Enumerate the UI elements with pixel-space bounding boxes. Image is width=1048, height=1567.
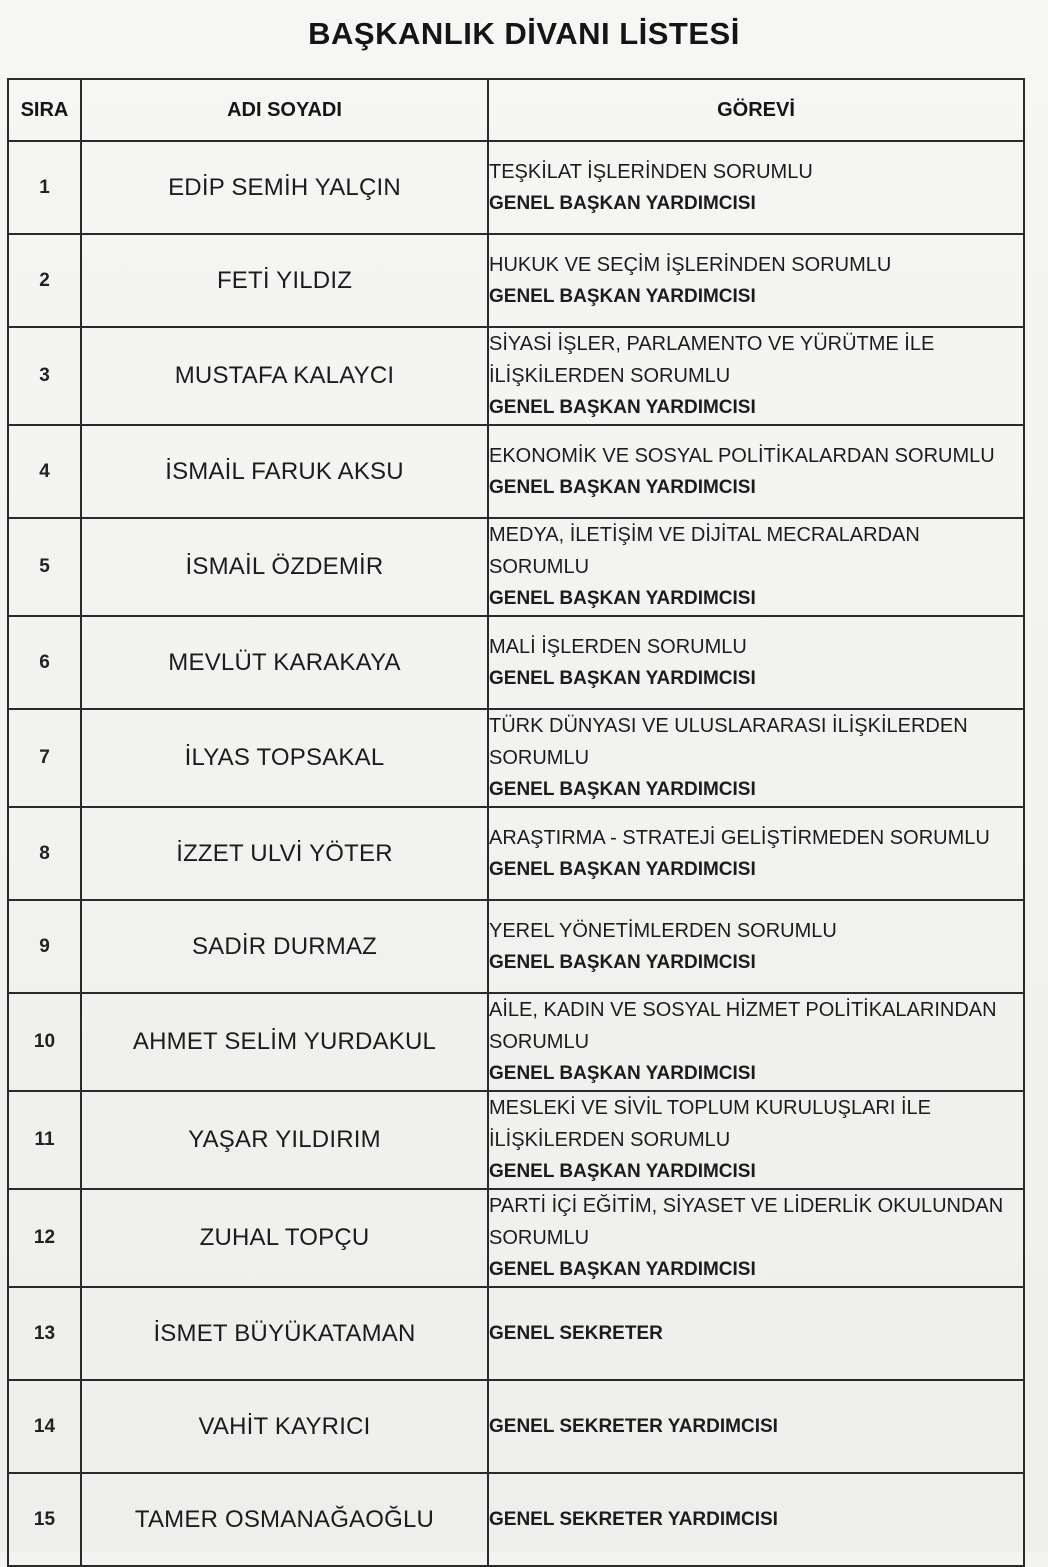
- member-role: [488, 900, 1024, 993]
- member-role: [488, 807, 1024, 900]
- role-title: GENEL BAŞKAN YARDIMCISI: [489, 951, 756, 973]
- row-number: 14: [8, 1380, 81, 1473]
- role-title: GENEL SEKRETER YARDIMCISI: [489, 1508, 778, 1530]
- role-responsibility: TEŞKİLAT İŞLERİNDEN SORUMLU: [489, 160, 813, 183]
- role-title: GENEL BAŞKAN YARDIMCISI: [489, 285, 756, 307]
- row-number: 12: [8, 1189, 81, 1287]
- role-title: GENEL BAŞKAN YARDIMCISI: [489, 588, 756, 609]
- table-header-row: [8, 79, 1024, 141]
- member-name: AHMET SELİM YURDAKUL: [81, 993, 488, 1091]
- row-number: 13: [8, 1287, 81, 1380]
- table-row: [8, 1380, 1024, 1473]
- role-responsibility: MEDYA, İLETİŞİM VE DİJİTAL MECRALARDAN SORUMLU: [489, 524, 920, 578]
- role-title: GENEL BAŞKAN YARDIMCISI: [489, 1259, 756, 1280]
- member-name: İSMET BÜYÜKATAMAN: [81, 1287, 488, 1380]
- role-responsibility: PARTİ İÇİ EĞİTİM, SİYASET VE LİDERLİK OKULUNDAN SORUMLU: [489, 1195, 1004, 1249]
- role-responsibility: HUKUK VE SEÇİM İŞLERİNDEN SORUMLU: [489, 253, 892, 276]
- table-row: [8, 425, 1024, 518]
- member-role: [488, 234, 1024, 327]
- member-name: İSMAİL ÖZDEMİR: [81, 518, 488, 616]
- row-number: 11: [8, 1091, 81, 1189]
- table-row: [8, 807, 1024, 900]
- row-number: 9: [8, 900, 81, 993]
- table-row: [8, 709, 1024, 807]
- member-name: MEVLÜT KARAKAYA: [81, 616, 488, 709]
- divan-table: [7, 78, 1025, 1567]
- table-row: [8, 900, 1024, 993]
- document-title: BAŞKANLIK DİVANI LİSTESİ: [308, 16, 740, 51]
- member-role: [488, 1473, 1024, 1566]
- role-responsibility: TÜRK DÜNYASI VE ULUSLARARASI İLİŞKİLERDEN SORUMLU: [489, 715, 968, 769]
- role-title: GENEL BAŞKAN YARDIMCISI: [489, 858, 756, 880]
- table-row: [8, 141, 1024, 234]
- role-responsibility: SİYASİ İŞLER, PARLAMENTO VE YÜRÜTME İLE İLİŞKİLERDEN SORUMLU: [489, 333, 935, 387]
- table-body: [8, 141, 1024, 1566]
- role-title: GENEL BAŞKAN YARDIMCISI: [489, 1161, 756, 1182]
- member-name: EDİP SEMİH YALÇIN: [81, 141, 488, 234]
- table-row: [8, 518, 1024, 616]
- column-header-sira: SIRA: [8, 79, 81, 141]
- member-role: [488, 327, 1024, 425]
- role-responsibility: ARAŞTIRMA - STRATEJİ GELİŞTİRMEDEN SORUMLU: [489, 826, 990, 849]
- role-title: GENEL BAŞKAN YARDIMCISI: [489, 397, 756, 418]
- role-title: GENEL BAŞKAN YARDIMCISI: [489, 779, 756, 800]
- member-role: [488, 425, 1024, 518]
- role-responsibility: MESLEKİ VE SİVİL TOPLUM KURULUŞLARI İLE İLİŞKİLERDEN SORUMLU: [489, 1097, 932, 1151]
- column-header-name: ADI SOYADI: [81, 79, 488, 141]
- member-name: VAHİT KAYRICI: [81, 1380, 488, 1473]
- table-row: [8, 1189, 1024, 1287]
- member-role: [488, 518, 1024, 616]
- role-responsibility: AİLE, KADIN VE SOSYAL HİZMET POLİTİKALARINDAN SORUMLU: [489, 999, 997, 1053]
- column-header-role: GÖREVİ: [488, 79, 1024, 141]
- row-number: 7: [8, 709, 81, 807]
- member-name: SADİR DURMAZ: [81, 900, 488, 993]
- role-title: GENEL BAŞKAN YARDIMCISI: [489, 476, 756, 498]
- row-number: 5: [8, 518, 81, 616]
- role-title: GENEL BAŞKAN YARDIMCISI: [489, 1063, 756, 1084]
- role-responsibility: MALİ İŞLERDEN SORUMLU: [489, 635, 747, 658]
- role-title: GENEL BAŞKAN YARDIMCISI: [489, 667, 756, 689]
- row-number: 3: [8, 327, 81, 425]
- role-responsibility: YEREL YÖNETİMLERDEN SORUMLU: [489, 919, 837, 942]
- table-row: [8, 327, 1024, 425]
- row-number: 1: [8, 141, 81, 234]
- member-role: [488, 709, 1024, 807]
- role-title: GENEL BAŞKAN YARDIMCISI: [489, 192, 756, 214]
- table-row: [8, 1473, 1024, 1566]
- row-number: 10: [8, 993, 81, 1091]
- table-row: [8, 234, 1024, 327]
- member-name: TAMER OSMANAĞAOĞLU: [81, 1473, 488, 1566]
- member-name: FETİ YILDIZ: [81, 234, 488, 327]
- member-role: [488, 1189, 1024, 1287]
- role-title: GENEL SEKRETER YARDIMCISI: [489, 1415, 778, 1437]
- member-name: YAŞAR YILDIRIM: [81, 1091, 488, 1189]
- member-name: İSMAİL FARUK AKSU: [81, 425, 488, 518]
- member-role: [488, 1091, 1024, 1189]
- row-number: 4: [8, 425, 81, 518]
- member-name: ZUHAL TOPÇU: [81, 1189, 488, 1287]
- row-number: 15: [8, 1473, 81, 1566]
- member-role: [488, 1287, 1024, 1380]
- member-role: [488, 616, 1024, 709]
- role-title: GENEL SEKRETER: [489, 1322, 663, 1344]
- member-name: MUSTAFA KALAYCI: [81, 327, 488, 425]
- role-responsibility: EKONOMİK VE SOSYAL POLİTİKALARDAN SORUMLU: [489, 444, 995, 467]
- row-number: 8: [8, 807, 81, 900]
- member-role: [488, 1380, 1024, 1473]
- table-row: [8, 1287, 1024, 1380]
- table-row: [8, 616, 1024, 709]
- row-number: 2: [8, 234, 81, 327]
- table-row: [8, 993, 1024, 1091]
- member-role: [488, 141, 1024, 234]
- member-name: İLYAS TOPSAKAL: [81, 709, 488, 807]
- member-name: İZZET ULVİ YÖTER: [81, 807, 488, 900]
- table-row: [8, 1091, 1024, 1189]
- member-role: [488, 993, 1024, 1091]
- row-number: 6: [8, 616, 81, 709]
